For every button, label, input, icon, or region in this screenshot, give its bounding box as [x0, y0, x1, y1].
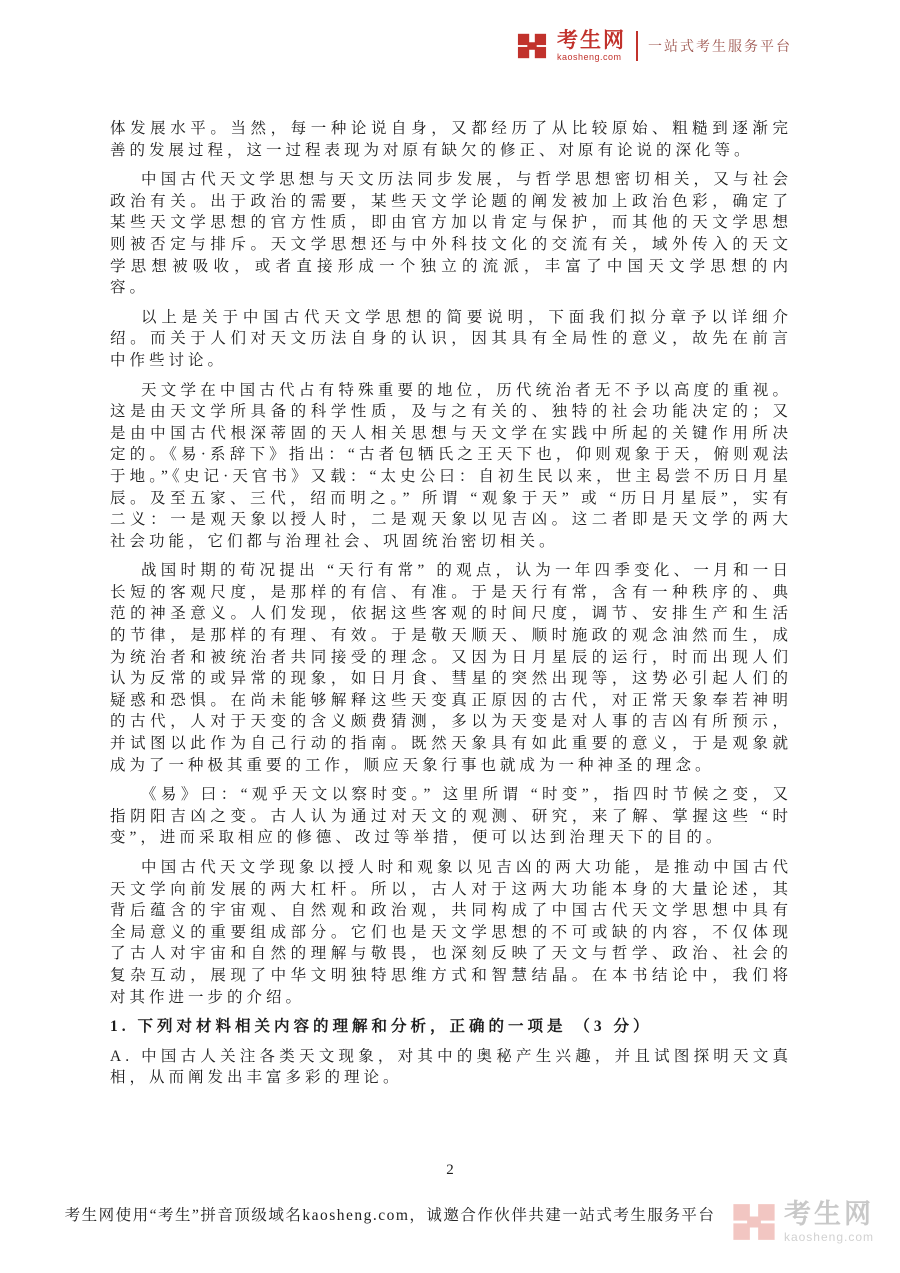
- site-header: [517, 30, 792, 62]
- brand-text-block: [557, 30, 626, 62]
- paragraph-4: 天文学在中国古代占有特殊重要的地位，历代统治者无不予以高度的重视。这是由天文学所具备的科学性质，及与之有关的、独特的社会功能决定的；又是由中国古代根深蒂固的天人相关思想与天文学在实践中所起的关键作用所决定的。《易·系辞下》指出：“古者包牺氏之王天下也，仰则观象于天，俯则观法于地。”《史记·天官书》又载：“太史公曰：自初生民以来，世主曷尝不历日月星辰。及至五家、三代，绍而明之。” 所谓 “观象于天” 或 “历日月星辰”，实有二义：一是观天象以授人时，二是观天象以见吉凶。这二者即是天文学的两大社会功能，它们都与治理社会、巩固统治密切相关。: [110, 381, 792, 550]
- paragraph-6: 《易》曰：“观乎天文以察时变。” 这里所谓 “时变”，指四时节候之变，又指阴阳吉凶之变。古人认为通过对天文的观测、研究，来了解、掌握这些 “时变”，进而采取相应的修德、改过等举措，便可以达到治理天下的目的。: [110, 786, 792, 847]
- paragraph-continuation: 体发展水平。当然，每一种论说自身，又都经历了从比较原始、粗糙到逐渐完善的发展过程，这一过程表现为对原有缺欠的修正、对原有论说的深化等。: [110, 120, 792, 159]
- question-1-option-a: A. 中国古人关注各类天文现象，对其中的奥秘产生兴趣，并且试图探明天文真相，从而阐发出丰富多彩的理论。: [110, 1047, 792, 1087]
- watermark-text-block: [784, 1201, 874, 1243]
- paragraph-7: 中国古代天文学现象以授人时和观象以见吉凶的两大功能，是推动中国古代天文学向前发展的两大杠杆。所以，古人对于这两大功能本身的大量论述，其背后蕴含的宇宙观、自然观和政治观，共同构成了中国古代天文学思想中具有全局意义的重要组成部分。它们也是天文学思想的不可或缺的内容，不仅体现了古人对宇宙和自然的理解与敬畏，也深刻反映了天文与哲学、政治、社会的复杂互动，展现了中华文明独特思维方式和智慧结晶。在本书结论中，我们将对其作进一步的介绍。: [110, 859, 792, 1006]
- footer-notice: 考生网使用“考生”拼音顶级域名kaosheng.com，诚邀合作伙伴共建一站式考生服务平台: [64, 1207, 716, 1224]
- paragraph-3: 以上是关于中国古代天文学思想的简要说明，下面我们拟分章予以详细介绍。而关于人们对天文历法自身的认识，因其具有全局性的意义，故先在前言中作些讨论。: [110, 308, 792, 369]
- brand-divider: [636, 31, 638, 61]
- document-body: [110, 118, 792, 1097]
- brand-tagline: 一站式考生服务平台: [648, 38, 792, 54]
- paragraph-2: 中国古代天文学思想与天文历法同步发展，与哲学思想密切相关，又与社会政治有关。出于政治的需要，某些天文学论题的阐发被加上政治色彩，确定了某些天文学思想的官方性质，即由官方加以肯定与保护，而其他的天文学思想则被否定与排斥。天文学思想还与中外科技文化的交流有关，域外传入的天文学思想被吸收，或者直接形成一个独立的流派，丰富了中国天文学思想的内容。: [110, 171, 792, 297]
- question-1: 1. 下列对材料相关内容的理解和分析，正确的一项是 （3 分）: [110, 1018, 653, 1036]
- brand-domain: kaosheng.com: [557, 52, 622, 62]
- watermark: [732, 1200, 874, 1244]
- watermark-domain: kaosheng.com: [783, 1230, 874, 1244]
- paragraph-5: 战国时期的荀况提出 “天行有常” 的观点，认为一年四季变化、一月和一日长短的客观尺度，是那样的有信、有准。于是天行有常，含有一种秩序的、典范的神圣意义。人们发现，依据这些客观的时间尺度，调节、安排生产和生活的节律，是那样的有理、有效。于是敬天顺天、顺时施政的观念油然而生，成为统治者和被统治者共同接受的理念。又因为日月星辰的运行，时而出现人们认为反常的或异常的现象，如日月食、彗星的突然出现等，这势必引起人们的疑惑和恐惧。在尚未能够解释这些天变真正原因的古代，对正常天象奉若神明的古代，人对于天变的含义颇费猜测，多以为天变是对人事的吉凶有所预示，并试图以此作为自己行动的指南。既然天象具有如此重要的意义，于是观象就成为了一种极其重要的工作，顺应天象行事也就成为一种神圣的理念。: [110, 562, 792, 774]
- page-number: 2: [446, 1162, 454, 1178]
- watermark-brand-name: 考生网: [783, 1199, 874, 1229]
- watermark-logo-icon: [732, 1200, 776, 1244]
- brand-name: 考生网: [557, 29, 626, 52]
- kaosheng-logo-icon: [517, 31, 547, 61]
- page-footer: [0, 1203, 780, 1225]
